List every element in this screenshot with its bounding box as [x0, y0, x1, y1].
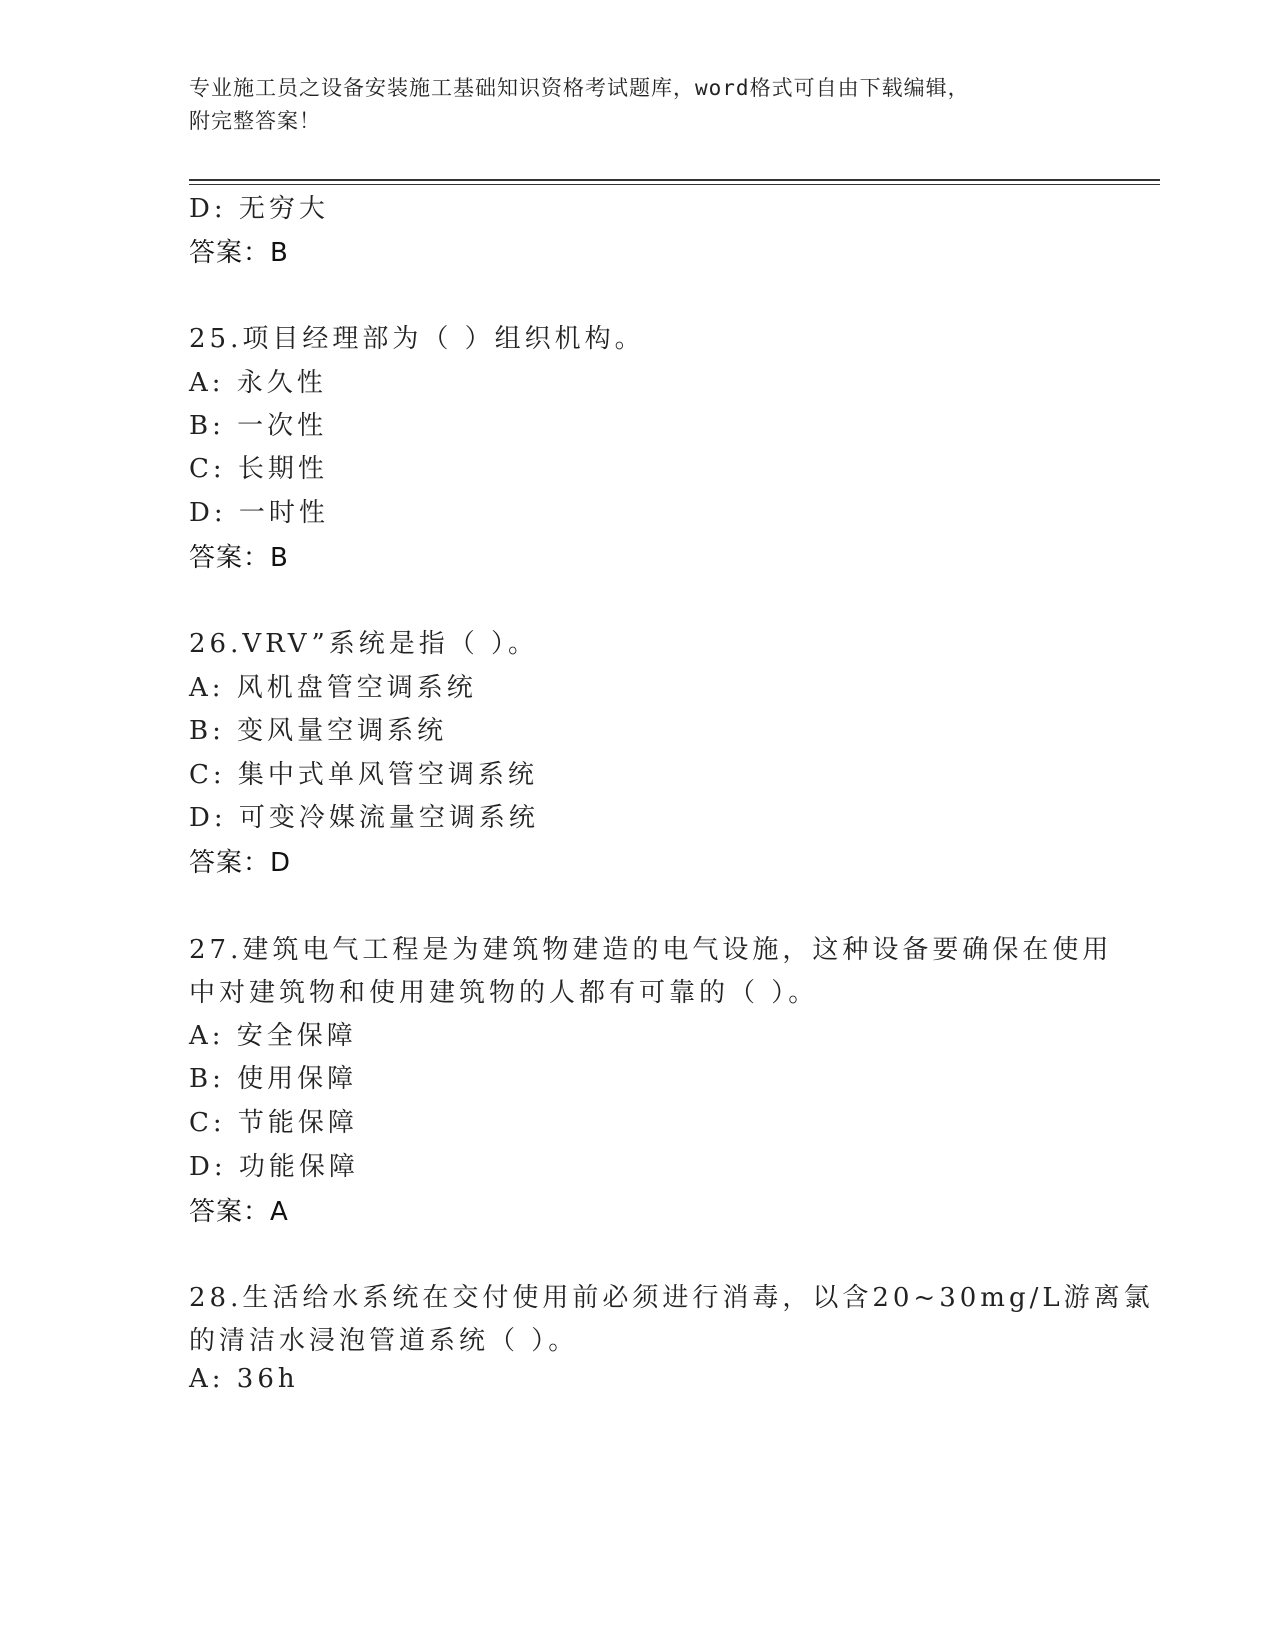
question-stem-line-2: 中对建筑物和使用建筑物的人都有可靠的（ ）。: [189, 978, 819, 1008]
question-stem-line-2: 的清洁水浸泡管道系统（ ）。: [189, 1326, 579, 1356]
option-a: A: 永久性: [189, 368, 327, 398]
answer: 答案：B: [189, 543, 289, 573]
header-line-2: 附完整答案！: [189, 109, 321, 133]
question-stem: 25.项目经理部为（ ）组织机构。: [189, 324, 645, 354]
option-d: D: 可变冷媒流量空调系统: [189, 803, 539, 833]
header-rule-thin: [189, 184, 1160, 185]
option-b: B: 一次性: [189, 411, 328, 441]
question-stem-line-1: 28.生活给水系统在交付使用前必须进行消毒，以含20~30mg/L游离氯: [189, 1283, 1154, 1313]
document-header: [189, 72, 1089, 138]
option-d: D: 无穷大: [189, 194, 329, 224]
answer: 答案：B: [189, 238, 289, 268]
option-c: C: 集中式单风管空调系统: [189, 760, 538, 790]
header-rule-thick: [189, 179, 1160, 181]
option-d: D: 一时性: [189, 498, 329, 528]
option-b: B: 变风量空调系统: [189, 716, 448, 746]
option-a: A: 风机盘管空调系统: [189, 673, 477, 703]
option-c: C: 节能保障: [189, 1108, 358, 1138]
option-a: A: 安全保障: [189, 1021, 357, 1051]
question-stem-line-1: 27.建筑电气工程是为建筑物建造的电气设施，这种设备要确保在使用: [189, 935, 1113, 965]
header-line-1: 专业施工员之设备安装施工基础知识资格考试题库，word格式可自由下载编辑，: [189, 76, 970, 100]
answer: 答案：A: [189, 1197, 289, 1227]
option-d: D: 功能保障: [189, 1152, 359, 1182]
option-c: C: 长期性: [189, 454, 328, 484]
answer: 答案：D: [189, 848, 292, 878]
question-stem: 26.VRV”系统是指（ ）。: [189, 629, 539, 659]
option-b: B: 使用保障: [189, 1064, 358, 1094]
option-a: A: 36h: [189, 1364, 299, 1394]
